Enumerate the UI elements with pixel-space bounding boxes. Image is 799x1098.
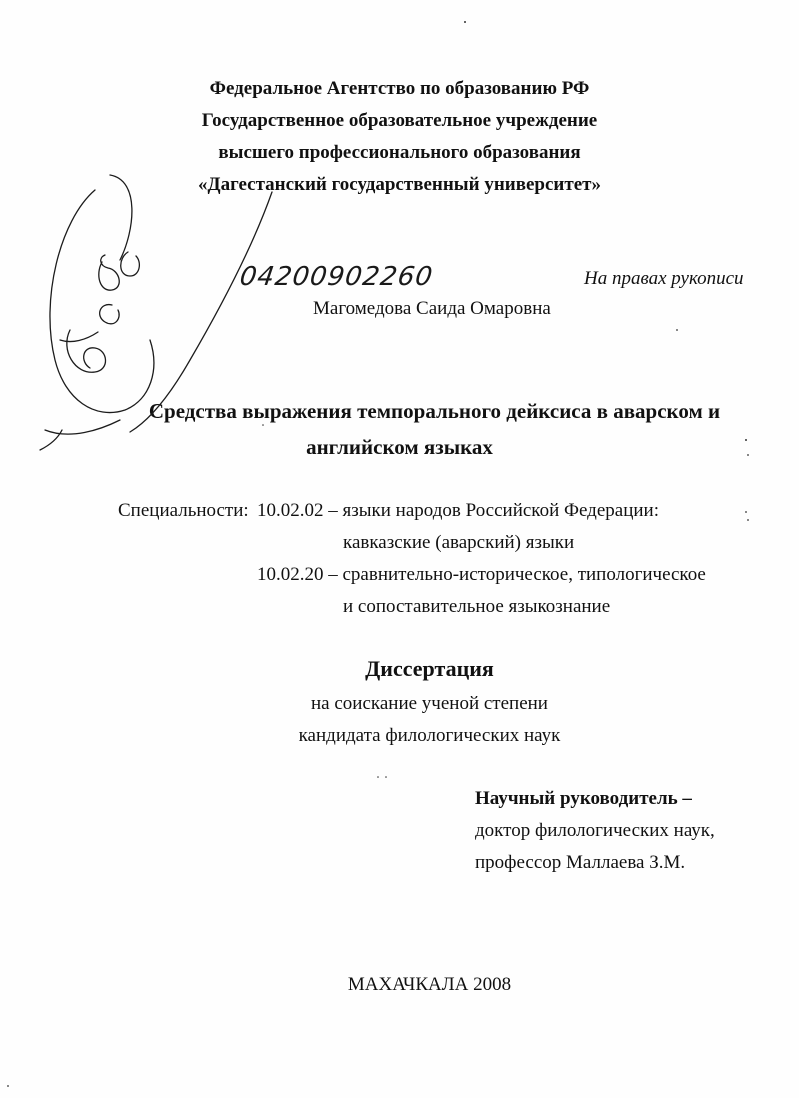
dissertation-title-line1: Средства выражения темпорального дейксиса в аварском и: [148, 399, 721, 423]
registration-number: 04200902260: [237, 262, 436, 292]
specialty-1-line1: 10.02.02 – языки народов Российской Федерации:: [257, 500, 659, 521]
signature-stroke: [130, 192, 272, 432]
specialty-2-line1: 10.02.20 – сравнительно-историческое, типологическое: [257, 564, 706, 585]
supervisor-name: профессор Маллаева З.М.: [475, 852, 686, 873]
dissertation-title-line2: английском языках: [306, 435, 493, 459]
supervisor-label: Научный руководитель –: [475, 788, 692, 809]
agency-name: Федеральное Агентство по образованию РФ: [209, 78, 590, 99]
specialty-1-line2: кавказские (аварский) языки: [343, 532, 575, 553]
document-type-heading: Диссертация: [365, 656, 494, 681]
university-name: «Дагестанский государственный университет»: [198, 174, 601, 195]
manuscript-note: На правах рукописи: [584, 268, 744, 289]
institution-type: Государственное образовательное учреждение: [201, 110, 598, 131]
specialty-2-line2: и сопоставительное языкознание: [343, 596, 611, 617]
author-name: Магомедова Саида Омаровна: [313, 298, 551, 319]
education-level: высшего профессионального образования: [218, 142, 581, 163]
specialties-label: Специальности:: [118, 500, 249, 521]
city-year: МАХАЧКАЛА 2008: [347, 974, 512, 995]
supervisor-degree: доктор филологических наук,: [475, 820, 715, 841]
degree-name: кандидата филологических наук: [298, 725, 561, 746]
degree-purpose: на соискание ученой степени: [311, 693, 548, 714]
